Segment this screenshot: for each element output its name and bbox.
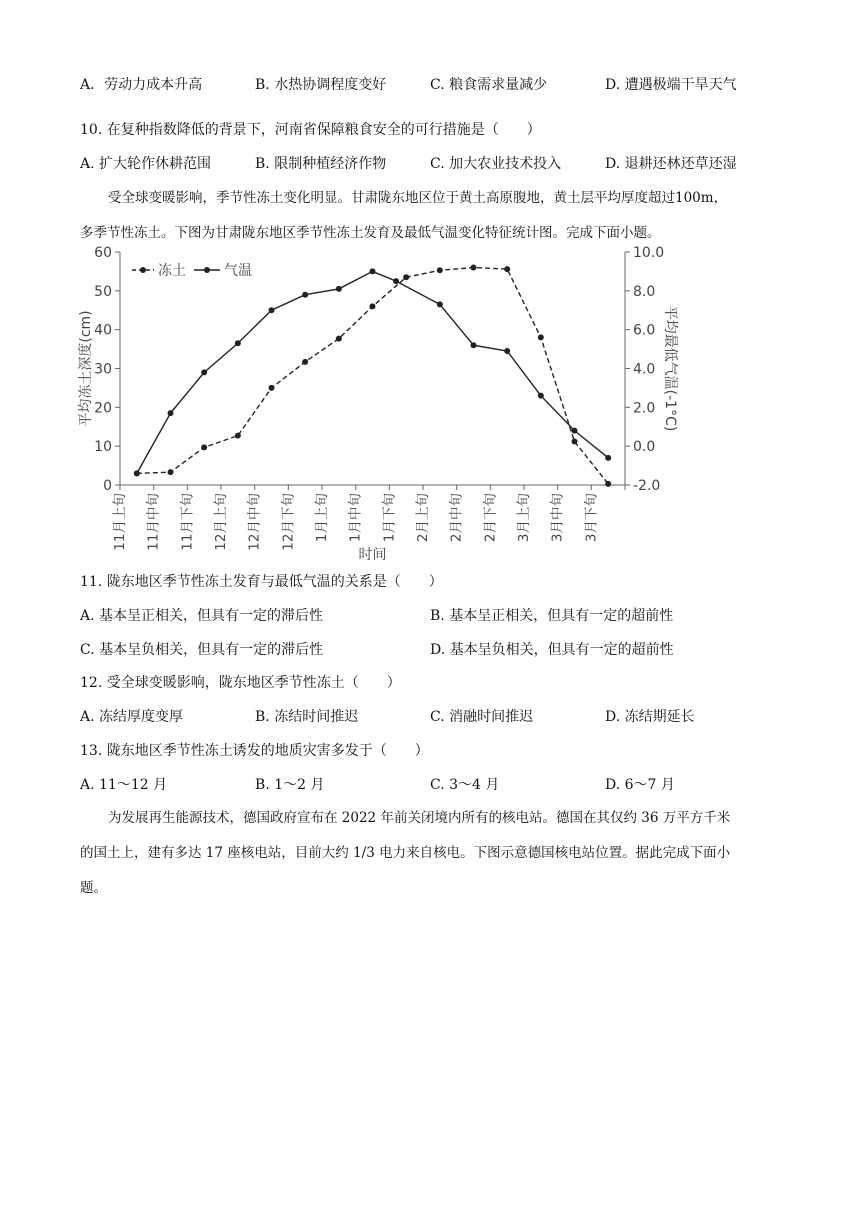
x-tick-label: 1月下旬 — [381, 493, 398, 543]
legend-frozen-soil-label: 冻土 — [158, 263, 186, 279]
q10-option-c: C. 加大农业技术投入 — [430, 156, 562, 172]
x-tick-label: 12月中旬 — [246, 493, 263, 551]
data-point — [403, 274, 409, 280]
q9-option-a: A．劳动力成本升高 — [80, 77, 203, 93]
data-point — [605, 481, 611, 487]
q11-options-row2 — [80, 639, 780, 659]
q12-option-b: B. 冻结时间推迟 — [255, 709, 359, 725]
x-tick-label: 2月上旬 — [415, 493, 431, 543]
q10-stem: 10. 在复种指数降低的背景下，河南省保障粮食安全的可行措施是（ ） — [80, 122, 541, 138]
right-tick-label: 6.0 — [633, 322, 656, 339]
passage1-line1: 受全球变暖影响，季节性冻土变化明显。甘肃陇东地区位于黄土高原腹地，黄土层平均厚度超过100m， — [108, 190, 728, 206]
q12-option-d: D. 冻结期延长 — [605, 709, 695, 725]
x-tick-label: 1月上旬 — [314, 493, 330, 543]
x-tick-label: 3月上旬 — [516, 493, 532, 543]
right-tick-label: 8.0 — [633, 283, 656, 300]
x-tick-label: 11月上旬 — [112, 493, 128, 551]
passage2-line2: 的国土上，建有多达 17 座核电站，目前大约 1/3 电力来自核电。下图示意德国核电站位置。据此完成下面小 — [80, 845, 731, 861]
right-tick-label: 2.0 — [633, 400, 656, 417]
data-point — [201, 369, 207, 375]
data-point — [235, 433, 241, 439]
passage2-line3: 题。 — [80, 880, 107, 896]
x-axis-title: 时间 — [358, 547, 387, 563]
q9-options — [80, 74, 780, 94]
q13-stem: 13. 陇东地区季节性冻土诱发的地质灾害多发于（ ） — [80, 743, 429, 759]
left-tick-label: 40 — [94, 322, 112, 339]
data-point — [302, 359, 308, 365]
legend-temperature-marker — [204, 267, 210, 273]
data-point — [393, 278, 399, 284]
data-point — [168, 469, 174, 475]
data-point — [134, 470, 140, 476]
q12-stem: 12. 受全球变暖影响，陇东地区季节性冻土（ ） — [80, 675, 401, 691]
right-tick-label: 4.0 — [633, 361, 656, 378]
x-tick-label: 3月下旬 — [583, 493, 600, 543]
data-point — [605, 455, 611, 461]
q10-option-a: A. 扩大轮作休耕范围 — [80, 156, 212, 172]
q11-options-row1 — [80, 605, 780, 625]
data-point — [504, 348, 510, 354]
x-tick-label: 12月下旬 — [280, 493, 297, 551]
x-tick-label: 3月中旬 — [549, 493, 566, 543]
q9-option-b: B. 水热协调程度变好 — [255, 77, 387, 93]
right-tick-label: -2.0 — [633, 478, 661, 494]
right-tick-label: 10.0 — [633, 245, 665, 261]
data-point — [235, 340, 241, 346]
q9-option-d: D. 遭遇极端干旱天气 — [605, 77, 737, 93]
q13-options — [80, 774, 780, 794]
frozen-soil-temperature-chart — [70, 238, 690, 568]
q12-options — [80, 706, 780, 726]
data-point — [370, 268, 376, 274]
q11-option-c: C. 基本呈负相关，但具有一定的滞后性 — [80, 642, 324, 658]
data-point — [471, 265, 477, 271]
q11-option-b: B. 基本呈正相关，但具有一定的超前性 — [430, 608, 674, 624]
q12-option-c: C. 消融时间推迟 — [430, 709, 534, 725]
q11-stem: 11. 陇东地区季节性冻土发育与最低气温的关系是（ ） — [80, 574, 443, 590]
data-point — [504, 266, 510, 272]
x-tick-label: 1月中旬 — [347, 493, 364, 543]
left-tick-label: 0 — [103, 478, 112, 494]
series-line-frozen-soil — [137, 268, 608, 484]
passage1-line2: 多季节性冻土。下图为甘肃陇东地区季节性冻土发育及最低气温变化特征统计图。完成下面小题。 — [80, 225, 661, 241]
x-tick-label: 2月下旬 — [482, 493, 499, 543]
x-tick-label: 11月中旬 — [145, 493, 162, 551]
data-point — [437, 301, 443, 307]
data-point — [437, 267, 443, 273]
left-tick-label: 30 — [94, 361, 112, 378]
q13-option-b: B. 1～2 月 — [255, 777, 325, 793]
data-point — [269, 307, 275, 313]
data-point — [471, 342, 477, 348]
q9-option-c: C. 粮食需求量减少 — [430, 77, 548, 93]
data-point — [336, 336, 342, 342]
q12-option-a: A. 冻结厚度变厚 — [80, 709, 184, 725]
q11-option-d: D. 基本呈负相关，但具有一定的超前性 — [430, 642, 674, 658]
legend-frozen-soil-marker — [140, 267, 146, 273]
data-point — [168, 410, 174, 416]
data-point — [336, 286, 342, 292]
data-point — [572, 428, 578, 434]
series-line-temperature — [137, 271, 608, 473]
left-tick-label: 20 — [94, 400, 112, 417]
data-point — [572, 439, 578, 445]
x-tick-label: 2月中旬 — [448, 493, 465, 543]
q10-options — [80, 153, 780, 173]
q10-option-d: D. 退耕还林还草还湿 — [605, 156, 737, 172]
data-point — [201, 444, 207, 450]
q10-option-b: B. 限制种植经济作物 — [255, 156, 387, 172]
x-tick-label: 12月上旬 — [213, 493, 229, 551]
data-point — [269, 385, 275, 391]
passage2-line1: 为发展再生能源技术，德国政府宣布在 2022 年前关闭境内所有的核电站。德国在其仅约 36 万平方千米 — [108, 810, 731, 826]
right-axis-title: 平均最低气温(-1°C) — [662, 305, 678, 432]
data-point — [538, 334, 544, 340]
left-tick-label: 10 — [94, 439, 112, 456]
q13-option-c: C. 3～4 月 — [430, 777, 500, 793]
x-tick-label: 11月下旬 — [179, 493, 196, 551]
q11-option-a: A. 基本呈正相关，但具有一定的滞后性 — [80, 608, 324, 624]
legend-temperature-label: 气温 — [224, 263, 252, 279]
data-point — [538, 393, 544, 399]
data-point — [302, 292, 308, 298]
data-point — [370, 303, 376, 309]
left-tick-label: 50 — [94, 283, 112, 300]
right-tick-label: 0.0 — [633, 439, 656, 456]
q13-option-a: A. 11～12 月 — [80, 777, 168, 793]
left-axis-title: 平均冻土深度(cm) — [78, 310, 94, 427]
q13-option-d: D. 6～7 月 — [605, 777, 675, 793]
left-tick-label: 60 — [94, 245, 112, 261]
